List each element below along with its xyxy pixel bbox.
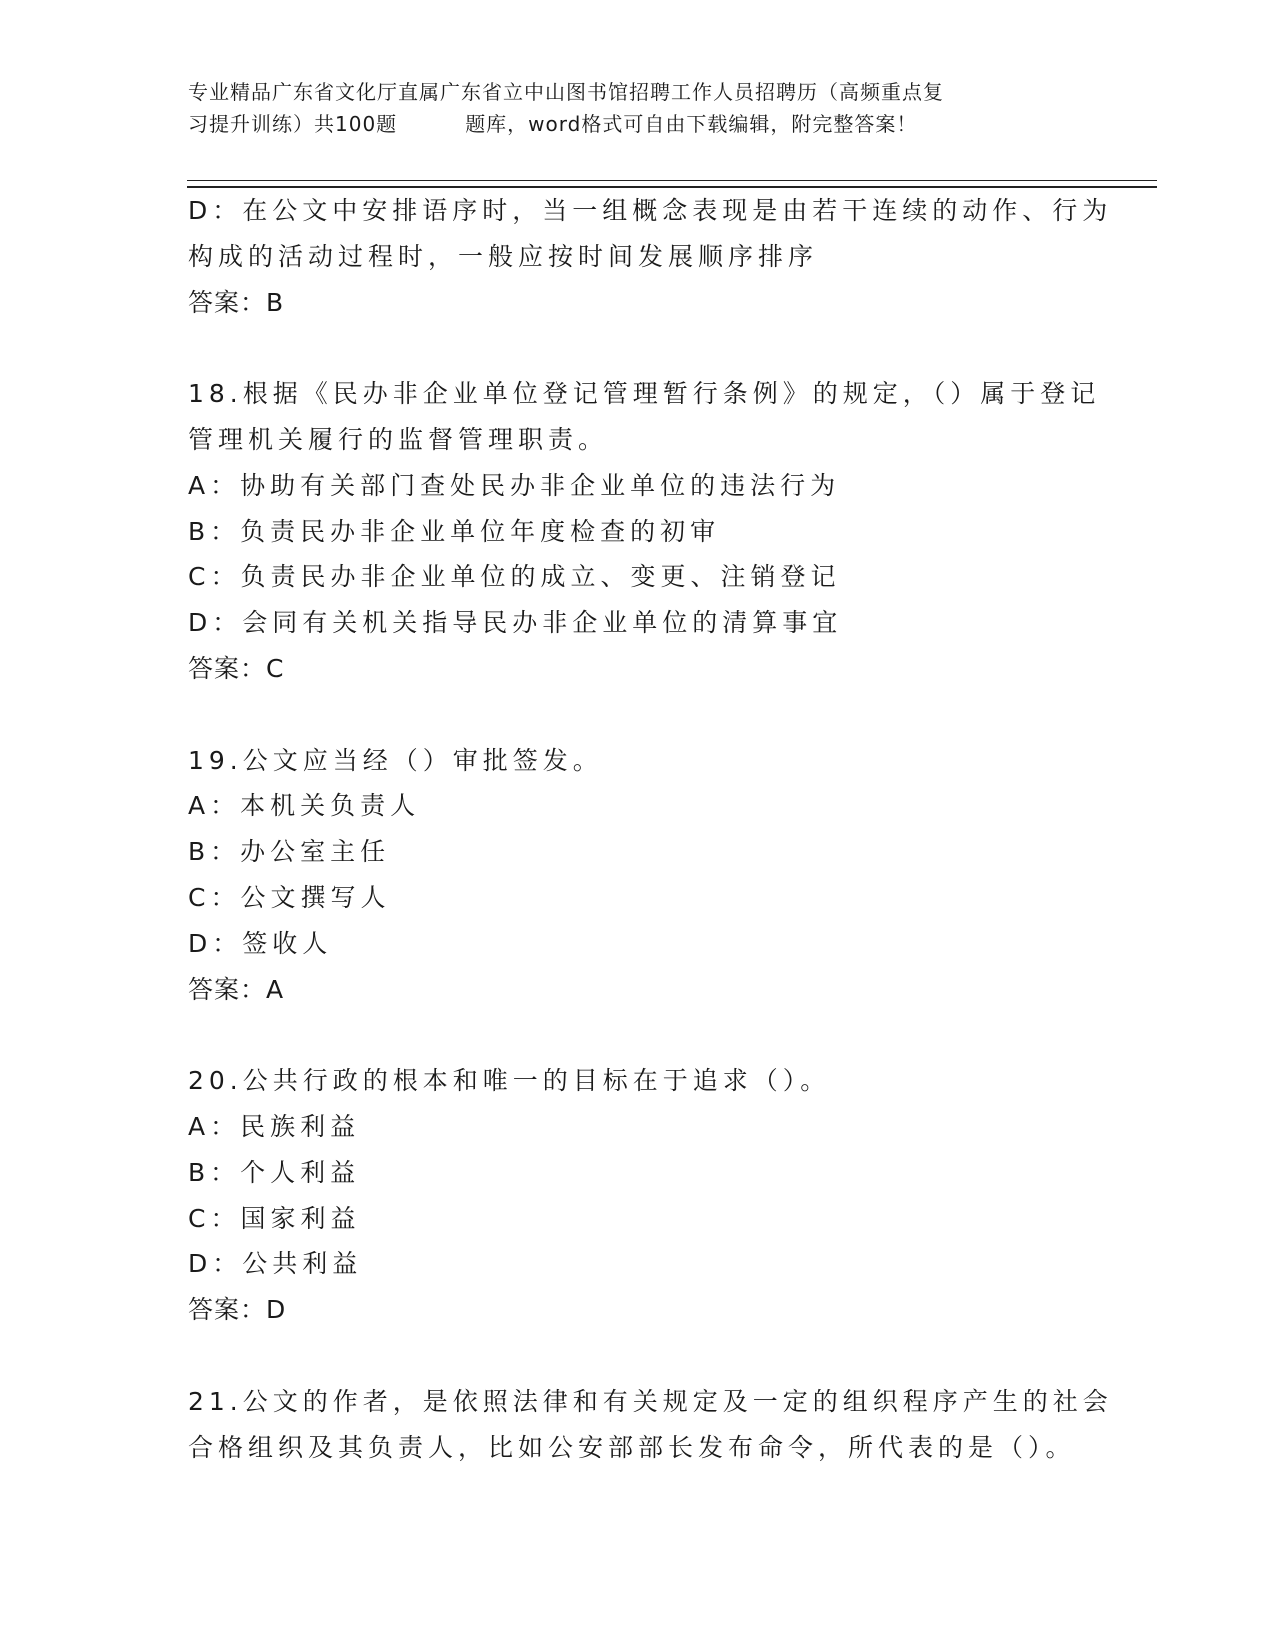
question-text-line: D：签收人 bbox=[188, 928, 333, 958]
question-text-line: B：办公室主任 bbox=[188, 837, 391, 867]
page-header bbox=[188, 76, 1088, 140]
question-list bbox=[188, 188, 1113, 1470]
question-text-line: D：会同有关机关指导民办非企业单位的清算事宜 bbox=[188, 608, 843, 638]
question-text-line: C：公文撰写人 bbox=[188, 882, 391, 912]
question-block bbox=[188, 1379, 1113, 1471]
question-text-line: 20.公共行政的根本和唯一的目标在于追求（）。 bbox=[188, 1066, 831, 1096]
header-title-line-2 bbox=[188, 108, 1088, 140]
question-text-line: B：个人利益 bbox=[188, 1157, 361, 1187]
question-block bbox=[188, 1058, 1108, 1333]
question-text-line: D：在公文中安排语序时，当一组概念表现是由若干连续的动作、行为 bbox=[188, 196, 1113, 225]
question-text-line: A：协助有关部门查处民办非企业单位的违法行为 bbox=[188, 470, 841, 500]
question-block bbox=[188, 371, 1108, 692]
question-text-line: 管理机关履行的监督管理职责。 bbox=[188, 424, 609, 454]
question-text-line: 构成的活动过程时，一般应按时间发展顺序排序 bbox=[188, 241, 819, 271]
question-text-line: A：民族利益 bbox=[188, 1111, 361, 1141]
question-text-line: 19.公文应当经（）审批签发。 bbox=[188, 745, 603, 775]
answer-line: 答案：A bbox=[188, 974, 285, 1004]
question-block bbox=[188, 738, 1108, 1013]
answer-line: 答案：C bbox=[188, 653, 285, 683]
question-text-line: C：国家利益 bbox=[188, 1203, 361, 1233]
block-spacer bbox=[188, 1333, 1108, 1379]
question-text-line: 合格组织及其负责人，比如公安部部长发布命令，所代表的是（）。 bbox=[188, 1432, 1076, 1462]
question-text-line: B：负责民办非企业单位年度检查的初审 bbox=[188, 516, 721, 546]
block-spacer bbox=[188, 692, 1108, 738]
block-spacer bbox=[188, 325, 1108, 371]
header-title-left: 习提升训练）共100题 bbox=[188, 112, 398, 136]
question-text-line: C：负责民办非企业单位的成立、变更、注销登记 bbox=[188, 562, 841, 592]
header-title-right: 题库，word格式可自由下载编辑，附完整答案！ bbox=[465, 112, 918, 136]
question-text-line: A：本机关负责人 bbox=[188, 791, 421, 821]
header-divider bbox=[187, 180, 1157, 188]
question-block bbox=[188, 188, 1113, 325]
header-title-line-1: 专业精品广东省文化厅直属广东省立中山图书馆招聘工作人员招聘历（高频重点复 bbox=[188, 80, 944, 104]
answer-line: 答案：B bbox=[188, 287, 285, 317]
question-text-line: D：公共利益 bbox=[188, 1249, 363, 1279]
question-text-line: 21.公文的作者，是依照法律和有关规定及一定的组织程序产生的社会 bbox=[188, 1386, 1113, 1416]
answer-line: 答案：D bbox=[188, 1295, 287, 1325]
block-spacer bbox=[188, 1012, 1108, 1058]
question-text-line: 18.根据《民办非企业单位登记管理暂行条例》的规定，（）属于登记 bbox=[188, 379, 1101, 409]
